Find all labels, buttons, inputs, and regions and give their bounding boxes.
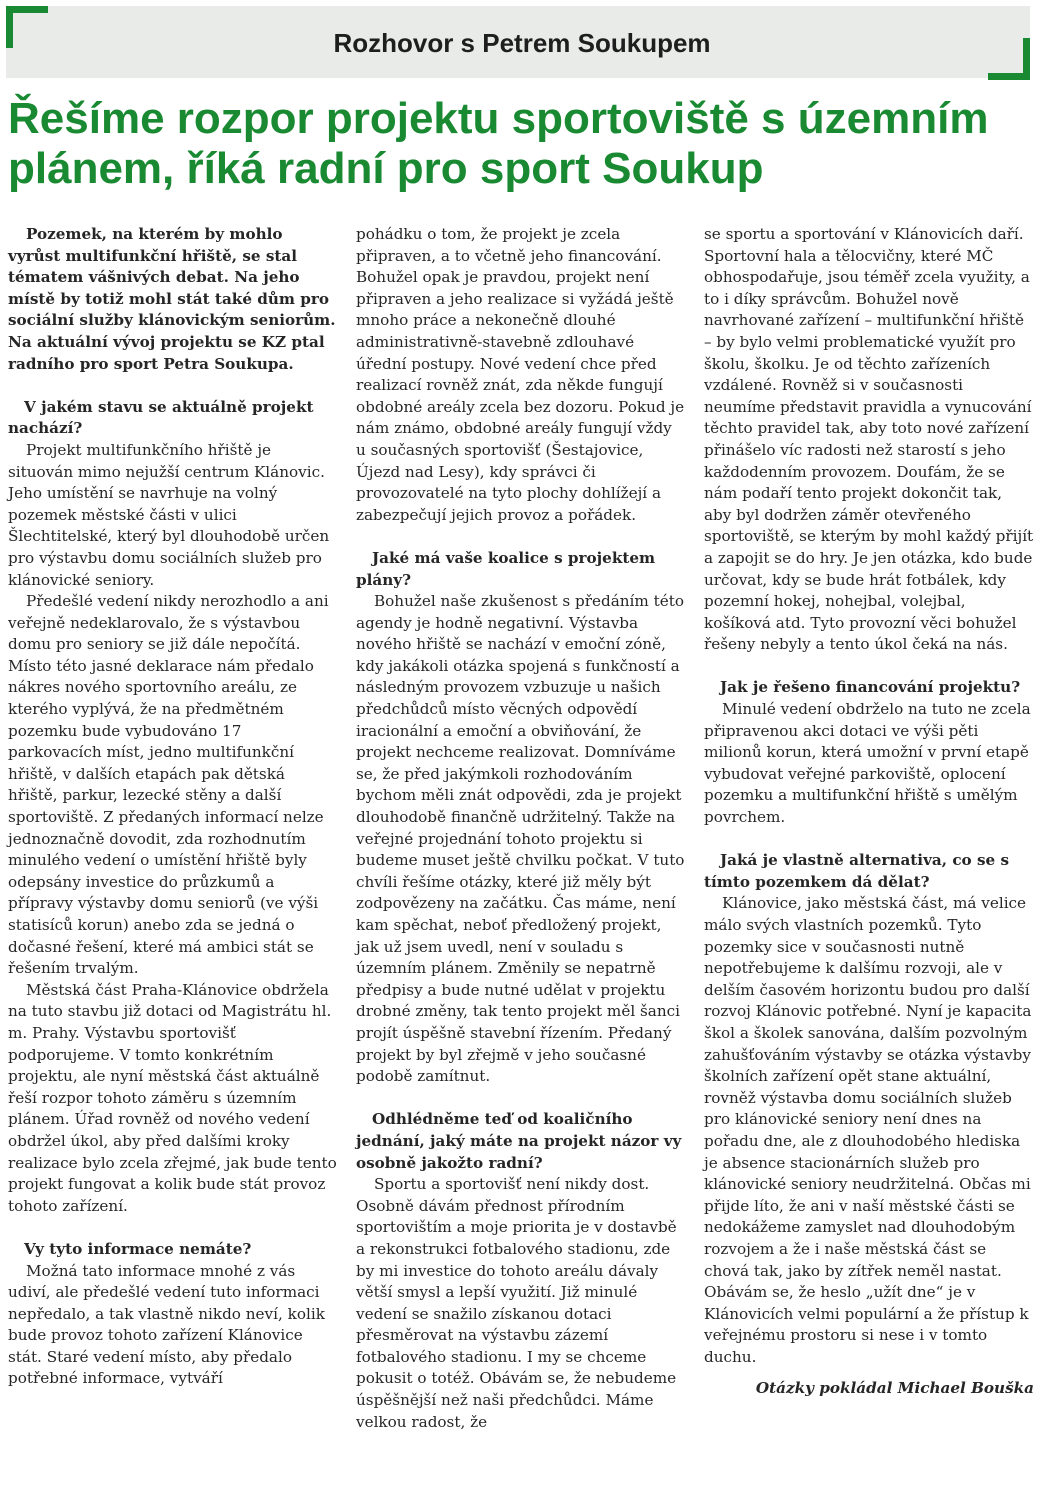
question-5: Jak je řešeno financování projektu? bbox=[720, 678, 1021, 697]
kicker-title: Rozhovor s Petrem Soukupem bbox=[333, 28, 711, 58]
question-2: Vy tyto informace nemáte? bbox=[24, 1239, 252, 1258]
lead-paragraph: Pozemek, na kterém by mohlo vyrůst multifunkční hřiště, se stal tématem vášnivých debat. Na jeho místě by totiž mohl stát také dům pro sociální služby klánovickým seniorům. Na aktuální vývoj projektu se KZ ptal radního pro sport Petra Soukupa. bbox=[8, 225, 336, 373]
question-3: Jaké má vaše koalice s projektem plány? bbox=[356, 548, 656, 589]
column-3 bbox=[704, 224, 1034, 1400]
question-1: V jakém stavu se aktuálně projekt nachází? bbox=[8, 397, 314, 438]
column-1 bbox=[8, 224, 338, 1390]
answer-5-paragraph-1: Minulé vedení obdrželo na tuto ne zcela připravenou akci dotaci ve výši pěti milionů korun, která umožní v první etapě vybudovat veřejné parkoviště, oplocení pozemku a multifunkční hřiště s umělým povrchem. bbox=[704, 700, 1031, 827]
answer-2-continued: pohádku o tom, že projekt je zcela připraven, a to včetně jeho financování. Bohužel opak je pravdou, projekt není připraven a jeho realizace si vyžádá ještě mnoho práce a nekonečně dlouhé administrativně-stavebně zdlouhavé úřední postupy. Nové vedení chce před realizací rovněž znát, zda někde fungují obdobné areály zcela bez dozoru. Pokud je nám známo, obdobné areály fungují vždy u současných sportovišť (Šestajovice, Újezd nad Lesy), kdy správci či provozovatelé na tyto plochy dohlížejí a zabezpečují jejich provoz a pořádek. bbox=[356, 225, 685, 524]
answer-1-paragraph-1: Projekt multifunkčního hřiště je situován mimo nejužší centrum Klánovic. Jeho umístění se navrhuje na volný pozemek městské části v ulici Šlechtitelské, který byl dlouhodobě určen pro výstavbu domu sociálních služeb pro klánovické seniory. bbox=[8, 440, 330, 589]
answer-1-paragraph-2: Předešlé vedení nikdy nerozhodlo a ani veřejně nedeklarovalo, že s výstavbou domu pro seniory se již dále nepočítá. Místo této jasné deklarace nám předalo nákres nového sportovního areálu, ze kterého vyplývá, že na předmětném pozemku bude vybudováno 17 parkovacích míst, jedno multifunkční hřiště, v dalších etapách pak dětská hřiště, parkur, lezecké stěny a další sportoviště. Z předaných informací nelze jednoznačně dovodit, zda rozhodnutím minulého vedení o umístění hřiště byly odepsány investice do průzkumů a přípravy výstavby domu seniorů (ve výši statisíců korun) anebo zda se jedná o dočasné řešení, které má ambici stát se řešením trvalým. bbox=[8, 592, 329, 978]
answer-1-paragraph-3: Městská část Praha-Klánovice obdržela na tuto stavbu již dotaci od Magistrátu hl. m. Prahy. Výstavbu sportovišť podporujeme. V tomto konkrétním projektu, ale nyní městská část aktuálně řeší rozpor tohoto záměru s územním plánem. Úřad rovněž od nového vedení obdržel úkol, aby před dalšími kroky realizace bylo zcela zřejmé, jak bude tento projekt fungovat a kolik bude stát provoz tohoto zařízení. bbox=[8, 980, 337, 1215]
author-credit: Otázky pokládal Michael Bouška bbox=[755, 1379, 1034, 1398]
question-6: Jaká je vlastně alternativa, co se s tímto pozemkem dá dělat? bbox=[704, 851, 1010, 891]
question-4: Odhlédněme teď od koaličního jednání, jaký máte na projekt názor vy osobně jakožto radní? bbox=[356, 1110, 682, 1172]
answer-2-paragraph-1: Možná tato informace mnohé z vás udiví, ale předešlé vedení tuto informaci nepředalo, a tak vlastně nikdo neví, kolik bude provoz tohoto zařízení Klánovice stát. Staré vedení místo, aby předalo potřebné informace, vytváří bbox=[8, 1261, 325, 1388]
answer-4-paragraph-1: Sportu a sportovišť není nikdy dost. Osobně dávám přednost přírodním sportovištím a moje priorita je v dostavbě a rekonstrukci fotbalového stadionu, zde by mi investice do tohoto areálu dávaly větší smysl a lepší využití. Již minulé vedení se snažilo získanou dotaci přesměrovat na výstavbu zázemí fotbalového stadionu. I my se chceme pokusit o totéž. Obávám se, že nebudeme úspěšnější než naši předchůdci. Máme velkou radost, že bbox=[356, 1175, 677, 1431]
answer-6-paragraph-1: Klánovice, jako městská část, má velice málo svých vlastních pozemků. Tyto pozemky sice v současnosti nutně nepotřebujeme k dalšímu rozvoji, ale v delším časovém horizontu budou pro další rozvoj Klánovic potřebné. Nyní je kapacita škol a školek sanována, dalším pozvolným zahušťováním výstavby se otázka výstavby školních zařízení opět stane aktuální, rovněž výstavba domu sociálních služeb pro klánovické seniory není dnes na pořadu dne, ale z dlouhodobého hlediska je absence stacionárních služeb pro klánovické seniory neudržitelná. Občas mi přijde líto, že ani v naší městské části se nedokážeme zamyslet nad dlouhodobým rozvojem a že i naše městská část se chová tak, jako by zítřek neměl nastat. Obávám se, že heslo „užít dne“ je v Klánovicích velmi populární a že přístup k veřejnému prostoru si nese i v tomto duchu. bbox=[704, 894, 1032, 1366]
column-2 bbox=[356, 224, 686, 1433]
headline: Řešíme rozpor projektu sportoviště s územním plánem, říká radní pro sport Soukup bbox=[8, 94, 989, 193]
answer-4-continued: se sportu a sportování v Klánovicích daří. Sportovní hala a tělocvičny, které MČ obhospodařuje, jsou téměř zcela využity, a to i díky správcům. Bohužel nově navrhované zařízení – multifunkční hřiště – by bylo velmi problematické využít pro školu, školku. Je od těchto zařízeních vzdálené. Rovněž si v současnosti neumíme představit pravidla a vynucování těchto pravidel tak, aby toto nové zařízení přinášelo víc radosti než starostí s jeho každodenním provozem. Doufám, že se nám podaří tento projekt dokončit tak, aby byl dodržen záměr otevřeného sportoviště, se kterým by mohl každý přijít a zapojit se do hry. Je jen otázka, kdo bude určovat, kdy se bude hrát fotbálek, kdy pozemní hokej, nohejbal, volejbal, košíková atd. Tyto provozní věci bohužel řešeny nebyly a tento úkol čeká na nás. bbox=[704, 225, 1034, 654]
answer-3-paragraph-1: Bohužel naše zkušenost s předáním této agendy je hodně negativní. Výstavba nového hřiště se nachází v emoční zóně, kdy jakákoli otázka spojená s funkčností a následným provozem vzbuzuje u našich předchůdců místo věcných odpovědí iracionální a emoční a obviňování, že projekt nechceme realizovat. Domníváme se, že před jakýmkoli rozhodováním bychom měli znát odpovědi, zda je projekt dlouhodobě finančně udržitelný. Takže na veřejné projednání tohoto projektu si budeme muset ještě chvilku počkat. V tuto chvíli řešíme otázky, které již měly být zodpovězeny na začátku. Čas máme, není kam spěchat, neboť předložený projekt, jak už jsem uvedl, není v souladu s územním plánem. Změnily se nepatrně předpisy a bude nutné udělat v projektu drobné změny, tak tento projekt měl šanci projít úspěšně stavební řízením. Předaný projekt by byl zřejmě v jeho současné podobě zamítnut. bbox=[356, 592, 685, 1086]
